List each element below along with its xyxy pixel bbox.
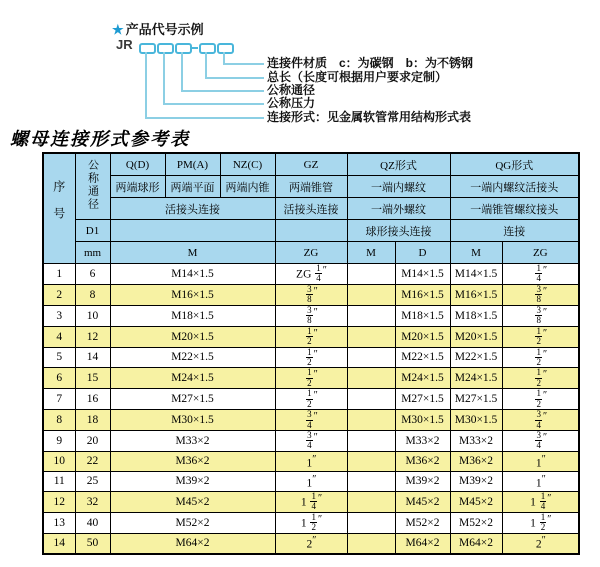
header-mm: mm [75,242,110,264]
table-row [43,264,579,285]
callout-line [205,77,264,79]
cell-dn: 40 [75,512,110,533]
star-icon: ★ [112,22,124,37]
cell-qz-d: M30×1.5 [395,410,450,431]
cell-qg-zg: $\frac{3}{4}$ ″ [502,410,579,431]
table-row [43,491,579,512]
code-box-1 [139,43,156,54]
cell-gz-zg: $\frac{3}{8}$ ″ [275,305,347,326]
cell-m: M14×1.5 [110,264,275,285]
table-row [43,305,579,326]
cell-dn: 10 [75,305,110,326]
cell-dn: 32 [75,491,110,512]
table-title: 螺母连接形式参考表 [10,129,190,150]
cell-gz-zg: 2″ [275,533,347,554]
cell-gz-zg: 1 $\frac{1}{4}$ ″ [275,491,347,512]
cell-gz-zg: $\frac{3}{4}$ ″ [275,431,347,452]
table-row [43,410,579,431]
cell-qg-zg: 1 $\frac{1}{2}$ ″ [502,512,579,533]
cell-qg-m: M36×2 [450,451,502,471]
cell-qg-zg: 1 $\frac{1}{4}$ ″ [502,491,579,512]
cell-gz-zg: 1″ [275,451,347,471]
header-qz-d: D [395,242,450,264]
cell-gz-zg: $\frac{3}{4}$ ″ [275,410,347,431]
callout-line [181,52,183,90]
cell-qg-zg: $\frac{1}{4}$ ″ [502,264,579,285]
cell-m: M24×1.5 [110,368,275,389]
header-seq [43,153,75,264]
cell-qg-zg: 1″ [502,451,579,471]
cell-dn: 20 [75,431,110,452]
cell-seq: 6 [43,368,75,389]
cell-dn: 12 [75,326,110,347]
cell-m: M64×2 [110,533,275,554]
cell-seq: 8 [43,410,75,431]
cell-qz-d: M45×2 [395,491,450,512]
callout-label-diameter: 公称通径 [267,83,316,97]
callout-line [145,117,264,119]
header-blank-left [110,220,275,242]
cell-dn: 22 [75,451,110,471]
cell-seq: 13 [43,512,75,533]
cell-qz-m [347,512,395,533]
cell-qg-zg: $\frac{3}{8}$ ″ [502,284,579,305]
cell-qg-m: M33×2 [450,431,502,452]
cell-qz-d: M16×1.5 [395,284,450,305]
code-box-4 [199,43,216,54]
cell-qz-m [347,389,395,410]
cell-dn: 50 [75,533,110,554]
header-col-pma: PM(A) [165,153,220,176]
table-row [43,368,579,389]
cell-qg-m: M64×2 [450,533,502,554]
cell-seq: 2 [43,284,75,305]
cell-qg-zg: $\frac{1}{2}$ ″ [502,368,579,389]
cell-m: M39×2 [110,471,275,491]
header-qg-zg: ZG [502,242,579,264]
header-m-unit: M [110,242,275,264]
table-row [43,431,579,452]
cell-qz-m [347,368,395,389]
cell-qz-m [347,533,395,554]
cell-dn: 8 [75,284,110,305]
cell-qz-d: M36×2 [395,451,450,471]
cell-m: M27×1.5 [110,389,275,410]
cell-qz-d: M22×1.5 [395,347,450,368]
cell-m: M16×1.5 [110,284,275,305]
cell-qg-zg: $\frac{1}{2}$ ″ [502,347,579,368]
cell-qz-m [347,284,395,305]
header-gz-conn: 活接头连接 [275,198,347,220]
cell-m: M20×1.5 [110,326,275,347]
cell-qg-zg: $\frac{1}{2}$ ″ [502,389,579,410]
cell-qz-m [347,451,395,471]
cell-qz-d: M24×1.5 [395,368,450,389]
cell-gz-zg: 1″ [275,471,347,491]
header-gz-desc: 两端锥管 [275,176,347,198]
cell-gz-zg: $\frac{1}{2}$ ″ [275,326,347,347]
cell-qz-m [347,264,395,285]
callout-label-pressure: 公称压力 [267,96,316,110]
header-col-gz: GZ [275,153,347,176]
cell-gz-zg: $\frac{1}{2}$ ″ [275,347,347,368]
cell-seq: 1 [43,264,75,285]
cell-m: M45×2 [110,491,275,512]
cell-seq: 7 [43,389,75,410]
table-row [43,284,579,305]
header-qg-desc2: 一端锥管螺纹接头 [450,198,579,220]
callout-line [163,52,165,103]
cell-dn: 14 [75,347,110,368]
header-col-qd: Q(D) [110,153,165,176]
cell-qz-d: M14×1.5 [395,264,450,285]
cell-m: M52×2 [110,512,275,533]
header-seq-label: 序号 [51,180,66,234]
cell-seq: 4 [43,326,75,347]
cell-qg-m: M45×2 [450,491,502,512]
cell-qg-m: M14×1.5 [450,264,502,285]
cell-qz-m [347,305,395,326]
cell-gz-zg: 1 $\frac{1}{2}$ ″ [275,512,347,533]
code-dash [190,47,198,49]
cell-m: M33×2 [110,431,275,452]
nut-connection-table [42,152,580,555]
cell-qg-m: M18×1.5 [450,305,502,326]
diagram-title [112,19,204,38]
cell-gz-zg: ZG $\frac{1}{4}$ ″ [275,264,347,285]
cell-dn: 6 [75,264,110,285]
header-qz-desc2: 一端外螺纹 [347,198,450,220]
cell-qz-m [347,471,395,491]
cell-qz-d: M27×1.5 [395,389,450,410]
cell-qz-d: M64×2 [395,533,450,554]
cell-dn: 18 [75,410,110,431]
header-nz-desc: 两端内锥 [220,176,275,198]
cell-qz-m [347,326,395,347]
table-row [43,326,579,347]
callout-line [163,103,264,105]
cell-qg-m: M52×2 [450,512,502,533]
cell-seq: 14 [43,533,75,554]
callout-line [181,90,264,92]
callout-label-conn-form: 连接形式：见金属软管常用结构形式表 [267,109,472,124]
header-d1: D1 [75,220,110,242]
cell-qg-zg: $\frac{3}{8}$ ″ [502,305,579,326]
cell-gz-zg: $\frac{1}{2}$ ″ [275,368,347,389]
header-union-conn: 活接头连接 [110,198,275,220]
cell-gz-zg: $\frac{3}{8}$ ″ [275,284,347,305]
code-box-5 [217,43,234,54]
header-col-nzc: NZ(C) [220,153,275,176]
cell-qg-zg: $\frac{1}{2}$ ″ [502,326,579,347]
cell-qz-m [347,410,395,431]
cell-qz-d: M33×2 [395,431,450,452]
header-q-desc: 两端球形 [110,176,165,198]
cell-qz-m [347,431,395,452]
header-qz-conn: 球形接头连接 [347,220,450,242]
cell-qz-m [347,491,395,512]
table-body [43,264,579,554]
table-row [43,512,579,533]
cell-seq: 12 [43,491,75,512]
cell-qg-m: M27×1.5 [450,389,502,410]
table-row [43,451,579,471]
header-dn-label: 公称通径 [86,159,99,211]
cell-qz-d: M20×1.5 [395,326,450,347]
cell-qz-m [347,347,395,368]
cell-dn: 25 [75,471,110,491]
table-row [43,347,579,368]
header-qg-desc1: 一端内螺纹活接头 [450,176,579,198]
cell-qg-zg: 2″ [502,533,579,554]
cell-m: M18×1.5 [110,305,275,326]
callout-line [145,52,147,117]
table-row [43,533,579,554]
table-row [43,389,579,410]
callout-line [223,52,225,63]
cell-qg-m: M24×1.5 [450,368,502,389]
header-blank-gz [275,220,347,242]
cell-qz-d: M39×2 [395,471,450,491]
cell-qz-d: M52×2 [395,512,450,533]
cell-qg-m: M22×1.5 [450,347,502,368]
cell-qz-d: M18×1.5 [395,305,450,326]
cell-seq: 10 [43,451,75,471]
cell-m: M22×1.5 [110,347,275,368]
cell-gz-zg: $\frac{1}{2}$ ″ [275,389,347,410]
cell-qg-m: M16×1.5 [450,284,502,305]
product-code-prefix: JR [116,37,133,52]
cell-dn: 15 [75,368,110,389]
cell-dn: 16 [75,389,110,410]
code-box-2 [157,43,174,54]
header-qg-m: M [450,242,502,264]
callout-line [223,63,264,65]
header-dn [75,153,110,220]
header-col-qz: QZ形式 [347,153,450,176]
cell-qg-m: M39×2 [450,471,502,491]
callout-label-material: 连接件材质 c：为碳钢 b：为不锈钢 [267,56,474,70]
header-zg-unit: ZG [275,242,347,264]
cell-qg-m: M30×1.5 [450,410,502,431]
diagram-title-text: 产品代号示例 [125,22,204,37]
table-row [43,471,579,491]
header-pm-desc: 两端平面 [165,176,220,198]
table-header [43,153,579,264]
callout-label-length: 总长（长度可根据用户要求定制） [267,69,448,84]
header-qg-conn: 连接 [450,220,579,242]
cell-m: M36×2 [110,451,275,471]
cell-seq: 9 [43,431,75,452]
cell-qg-m: M20×1.5 [450,326,502,347]
cell-seq: 5 [43,347,75,368]
header-qz-m: M [347,242,395,264]
cell-seq: 11 [43,471,75,491]
cell-qg-zg: $\frac{3}{4}$ ″ [502,431,579,452]
callout-line [205,52,207,77]
cell-qg-zg: 1″ [502,471,579,491]
cell-m: M30×1.5 [110,410,275,431]
header-qz-desc1: 一端内螺纹 [347,176,450,198]
header-col-qg: QG形式 [450,153,579,176]
cell-seq: 3 [43,305,75,326]
